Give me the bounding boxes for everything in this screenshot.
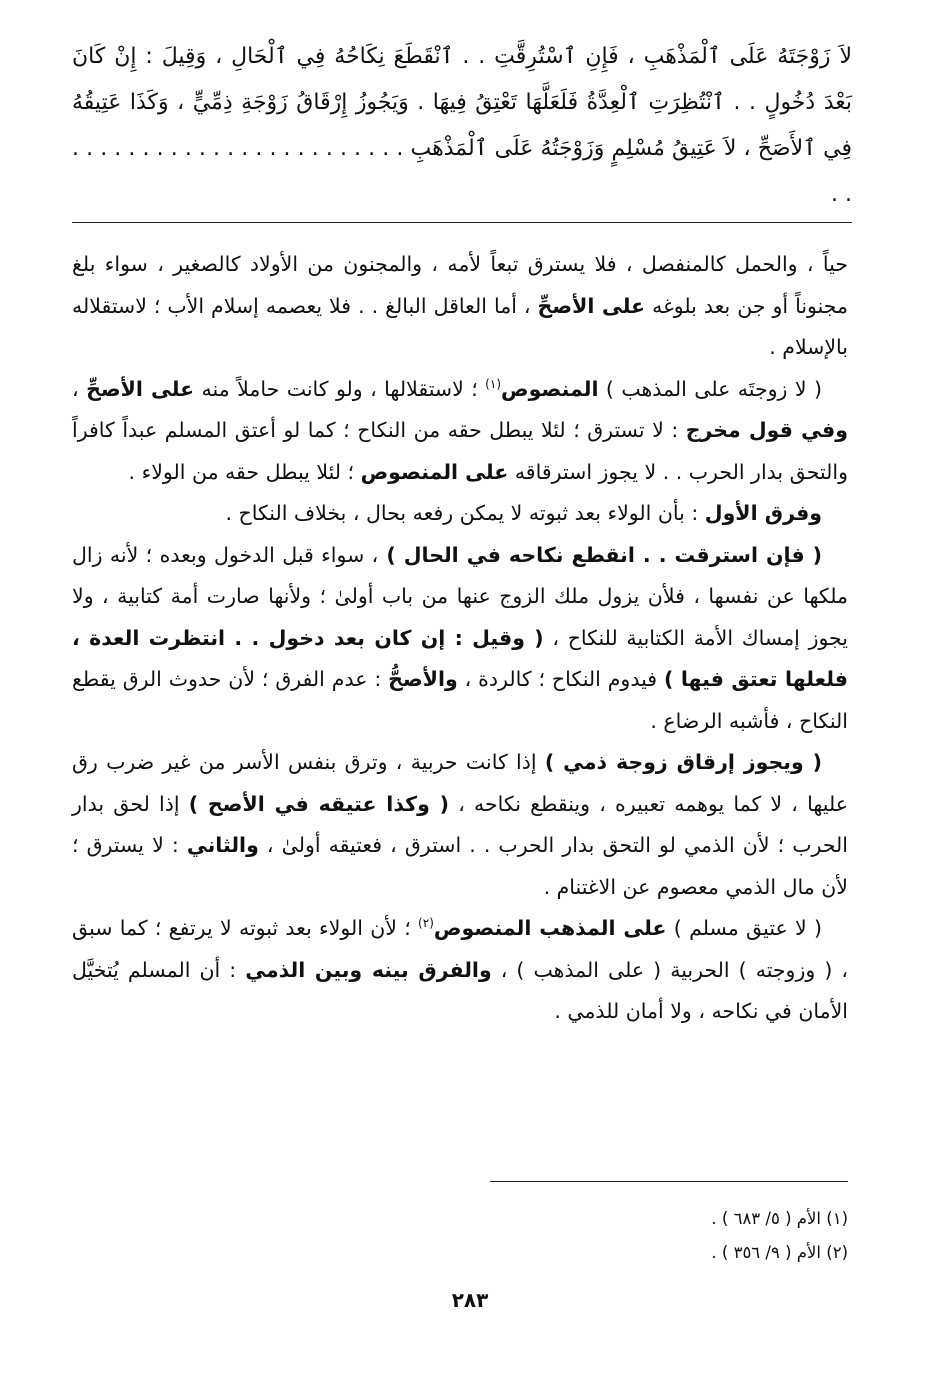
footnote-1: (١) الأم ( ٥/ ٦٨٣ ) . bbox=[711, 1209, 848, 1228]
footnote-ref: (٢) bbox=[418, 916, 434, 931]
matn-text bbox=[72, 34, 852, 218]
page-number: ٢٨٣ bbox=[451, 1288, 489, 1312]
bold-term: وفي قول مخرج bbox=[685, 418, 848, 442]
text-run: ، bbox=[72, 376, 87, 401]
separator-line bbox=[72, 222, 852, 223]
commentary-paragraph bbox=[72, 244, 848, 369]
text-run: فيدوم النكاح ؛ كالردة ، bbox=[457, 667, 664, 691]
footnote-separator bbox=[490, 1181, 848, 1182]
text-run: ؛ لأن الولاء بعد ثبوته لا يرتفع ؛ كما سبق ، ( وزوجته ) الحربية ( على المذهب ) ، bbox=[72, 916, 848, 982]
footnotes bbox=[72, 1202, 848, 1270]
bold-term: والفرق بينه وبين الذمي bbox=[245, 957, 492, 982]
bold-term: على الأصحِّ bbox=[86, 376, 195, 401]
text-run: إذا كانت حربية ، وترق بنفس الأسر من غير ضرب رق عليها ، لا كما يوهمه تعبيره ، وينقطع نكاحه ، bbox=[72, 750, 848, 816]
sharh-commentary bbox=[72, 244, 848, 1033]
text-run: : لا يسترق ؛ لأن مال الذمي معصوم عن الاغتنام . bbox=[72, 833, 848, 899]
matn-line: لاَ زَوْجَتَهُ عَلَى ٱلْمَذْهَبِ ، فَإِنِ ٱسْتُرِقَّتِ . . ٱنْقَطَعَ نِكَاحُهُ فِي ٱلْحَالِ ، وَقِيلَ : إِنْ كَانَ بَعْدَ دُخُولٍ . . ٱنْتُظِرَتِ ٱلْعِدَّةُ فَلَعَلَّهَا تَعْتِقُ فِيهَا . وَيَجُوزُ إِرْقَاقُ زَوْجَةِ ذِمِّيٍّ ، وَكَذَا عَتِيقُهُ فِي ٱلأَصَحِّ ، لاَ عَتِيقُ مُسْلِمٍ وَزَوْجَتُهُ عَلَى ٱلْمَذْهَبِ . bbox=[72, 44, 852, 161]
footnote-ref: (١) bbox=[485, 376, 501, 391]
text-run: ؛ لئلا يبطل حقه من الولاء . bbox=[128, 459, 361, 484]
text-run: : لا تسترق ؛ لئلا يبطل حقه من النكاح ؛ كما لو أعتق المسلم عبداً كافراً والتحق بدار الحرب . . لا يجوز استرقاقه bbox=[72, 418, 848, 484]
commentary-paragraph bbox=[72, 535, 848, 743]
commentary-paragraph bbox=[72, 908, 848, 1033]
bold-term: والأصحُّ bbox=[388, 667, 458, 691]
commentary-paragraph bbox=[72, 742, 848, 908]
bold-term: على المنصوص bbox=[360, 459, 509, 484]
bold-term: على الأصحِّ bbox=[537, 293, 646, 318]
matn-paragraph bbox=[72, 34, 852, 218]
bold-term: على المذهب المنصوص bbox=[433, 916, 667, 940]
bold-term: ( وقيل : إن كان بعد دخول . . انتظرت العدة ، فلعلها تعتق فيها ) bbox=[72, 625, 848, 691]
bold-term: ( فإن استرقت . . انقطع نكاحه في الحال ) bbox=[378, 542, 823, 567]
commentary-paragraph bbox=[72, 493, 848, 535]
text-run: ، سواء قبل الدخول وبعده ؛ لأنه زال ملكها عن نفسها ، فلأن يزول ملك الزوج عنها من باب أولىٰ ؛ ولأنها صارت أمة كتابية ، ولا يجوز إمساك الأمة الكتابية للنكاح ، bbox=[72, 542, 848, 650]
bold-term: وفرق الأول bbox=[704, 501, 822, 525]
bold-term: والثاني bbox=[186, 833, 259, 857]
text-run: : عدم الفرق ؛ لأن حدوث الرق يقطع النكاح ، فأشبه الرضاع . bbox=[72, 667, 848, 733]
text-run: : أن المسلم يُتخيَّل الأمان في نكاحه ، ولا أمان للذمي . bbox=[72, 957, 848, 1023]
bold-term: ( وكذا عتيقه في الأصح ) bbox=[188, 791, 450, 816]
commentary-paragraph bbox=[72, 369, 848, 494]
text-run: : بأن الولاء بعد ثبوته لا يمكن رفعه بحال ، بخلاف النكاح . bbox=[225, 501, 705, 525]
text-run: إذا لحق بدار الحرب ؛ لأن الذمي لو التحق بدار الحرب . . استرق ، فعتيقه أولىٰ ، bbox=[72, 791, 848, 857]
text-run: ( لا عتيق مسلم ) bbox=[666, 916, 823, 940]
matn-dots: . . . . . . . . . . . . . . . . . . . . . . . . . bbox=[72, 136, 852, 207]
footnote-2: (٢) الأم ( ٩/ ٣٥٦ ) . bbox=[711, 1243, 848, 1262]
text-run: حياً ، والحمل كالمنفصل ، فلا يسترق تبعاً لأمه ، والمجنون من الأولاد كالصغير ، سواء بلغ مجنوناً أو جن بعد بلوغه bbox=[72, 252, 849, 318]
text-run: ( لا زوجتَه على المذهب ) bbox=[598, 376, 822, 401]
text-run: ، أما العاقل البالغ . . فلا يعصمه إسلام الأب ؛ لاستقلاله بالإسلام . bbox=[72, 293, 848, 359]
text-run: ؛ لاستقلالها ، ولو كانت حاملاً منه bbox=[194, 376, 486, 401]
bold-term: ( ويجوز إرقاق زوجة ذمي ) bbox=[544, 750, 822, 774]
bold-term: المنصوص bbox=[501, 376, 599, 401]
